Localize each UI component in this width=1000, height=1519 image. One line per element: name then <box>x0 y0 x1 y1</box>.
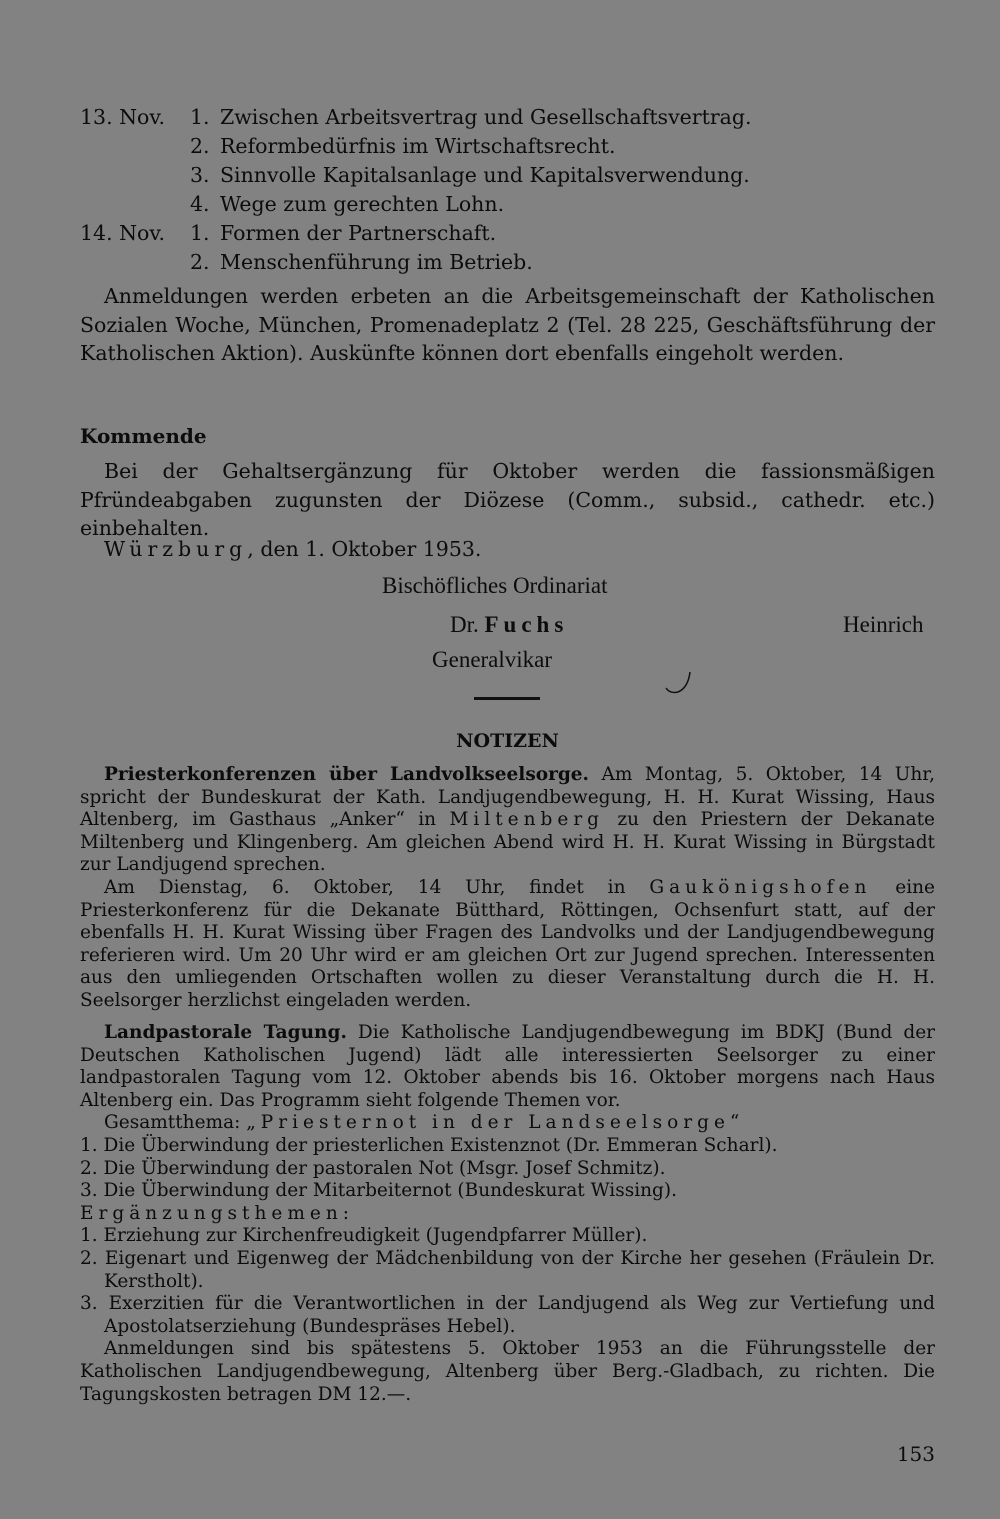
schedule-text: Zwischen Arbeitsvertrag und Gesellschaftsvertrag. <box>220 105 752 129</box>
list-item: 3. Die Überwindung der Mitarbeiternot (Bundeskurat Wissing). <box>80 1180 677 1202</box>
notizen-heading: NOTIZEN <box>456 730 559 752</box>
landpastorale-section <box>80 1022 935 1406</box>
date-place: Würzburg <box>104 537 248 561</box>
signature-name-line <box>450 612 568 638</box>
gesamtthema-title: „Priesternot in der Landseelsorge“ <box>246 1112 745 1134</box>
schedule-num: 2. <box>190 134 210 158</box>
schedule-num: 2. <box>190 250 210 274</box>
schedule-row <box>80 190 752 219</box>
priester-paragraph-1 <box>80 764 935 877</box>
priester-text-c: Am Dienstag, 6. Oktober, 14 Uhr, findet in <box>104 876 650 898</box>
priester-text-a: Am Montag, 5. Oktober, 14 Uhr, spricht der Bundeskurat der Kath. Landjugendbewegung, H. H. Kurat Wissing, Haus Altenberg, im Gasthaus „Anker“ in <box>80 764 935 831</box>
signature-mark <box>660 668 700 698</box>
kommende-paragraph: Bei der Gehaltsergänzung für Oktober werden die fassionsmäßigen Pfründeabgaben zugunsten der Diözese (Comm., subsid., cathedr. etc.) einbehalten. <box>80 459 935 540</box>
signature-dr: Dr. <box>450 612 479 637</box>
section-divider <box>474 697 540 700</box>
schedule-text: Wege zum gerechten Lohn. <box>220 192 505 216</box>
schedule-date: 13. Nov. <box>80 105 166 129</box>
list-item: 3. Exerzitien für die Verantwortlichen in der Landjugend als Weg zur Vertiefung und Apostolatserziehung (Bundespräses Hebel). <box>80 1293 935 1337</box>
list-item: 2. Eigenart und Eigenweg der Mädchenbildung von der Kirche her gesehen (Fräulein Dr. Kerstholt). <box>80 1247 935 1292</box>
priester-text-d: eine Priesterkonferenz für die Dekanate Bütthard, Röttingen, Ochsenfurt statt, auf der ebenfalls H. H. Kurat Wissing über Fragen des Landvolks und der Landjugendbewegung referieren wird. Um 20 Uhr wird er am gleichen Ort zur Jugend sprechen. Interessenten aus den umliegenden Ortschaften wollen zu dieser Veranstaltung durch die H. H. Seelsorger herzlichst eingeladen werden. <box>80 876 935 1011</box>
priester-lead: Priesterkonferenzen über Landvolkseelsorge. <box>104 764 589 785</box>
schedule-num: 1. <box>190 221 210 245</box>
list-item: 2. Die Überwindung der pastoralen Not (Msgr. Josef Schmitz). <box>80 1157 666 1179</box>
gesamtthema-line <box>80 1112 935 1135</box>
date-line <box>104 537 481 561</box>
priester-text-b: zu den Priestern der Dekanate Miltenberg und Klingenberg. Am gleichen Abend wird H. H. Kurat Wissing in Bürgstadt zur Landjugend sprechen. <box>80 809 935 876</box>
date-rest: , den 1. Oktober 1953. <box>247 537 482 561</box>
signature-title: Generalvikar <box>432 647 553 672</box>
kommende-heading: Kommende <box>80 424 207 448</box>
schedule-num: 3. <box>190 163 210 187</box>
ergaenzungsthemen-heading: Ergänzungsthemen: <box>80 1202 354 1224</box>
page-number: 153 <box>896 1442 935 1466</box>
schedule-row <box>80 132 752 161</box>
landpastorale-text: Die Katholische Landjugendbewegung im BDKJ (Bund der Deutschen Katholischen Jugend) lädt alle interessierten Seelsorger zu einer landpastoralen Tagung vom 12. Oktober abends bis 16. Oktober morgens nach Haus Altenberg ein. Das Programm sieht folgende Themen vor. <box>80 1022 935 1111</box>
schedule <box>80 103 752 277</box>
place-miltenberg: Miltenberg <box>449 809 605 831</box>
schedule-text: Reformbedürfnis im Wirtschaftsrecht. <box>220 134 616 158</box>
place-gaukoenigshofen: Gaukönigshofen <box>649 876 872 898</box>
list-item: 1. Die Überwindung der priesterlichen Existenznot (Dr. Emmeran Scharl). <box>80 1134 778 1156</box>
schedule-text: Formen der Partnerschaft. <box>220 221 497 245</box>
schedule-text: Sinnvolle Kapitalsanlage und Kapitalsverwendung. <box>220 163 750 187</box>
landpastorale-lead: Landpastorale Tagung. <box>104 1022 347 1043</box>
landpastorale-paragraph <box>80 1022 935 1112</box>
anmeldung-paragraph: Anmeldungen werden erbeten an die Arbeitsgemeinschaft der Katholischen Sozialen Woche, München, Promenadeplatz 2 (Tel. 28 225, Geschäftsführung der Katholischen Aktion). Auskünfte können dort ebenfalls eingeholt werden. <box>80 284 935 365</box>
schedule-num: 4. <box>190 192 210 216</box>
schedule-row <box>80 248 752 277</box>
closing-paragraph: Anmeldungen sind bis spätestens 5. Oktober 1953 an die Führungsstelle der Katholischen Landjugendbewegung, Altenberg über Berg.-Gladbach, zu richten. Die Tagungskosten betragen DM 12.—. <box>80 1338 935 1405</box>
schedule-row <box>80 161 752 190</box>
schedule-date: 14. Nov. <box>80 221 166 245</box>
list-item: 1. Erziehung zur Kirchenfreudigkeit (Jugendpfarrer Müller). <box>80 1225 648 1247</box>
schedule-num: 1. <box>190 105 210 129</box>
schedule-text: Menschenführung im Betrieb. <box>220 250 533 274</box>
schedule-row <box>80 103 752 132</box>
gesamtthema-label: Gesamtthema: <box>104 1112 247 1134</box>
schedule-row <box>80 219 752 248</box>
signature-office: Bischöfliches Ordinariat <box>382 573 608 598</box>
priester-section <box>80 764 935 1013</box>
signature-right-name: Heinrich <box>843 612 924 637</box>
signature-name: Fuchs <box>484 612 569 637</box>
priester-paragraph-2 <box>80 877 935 1013</box>
